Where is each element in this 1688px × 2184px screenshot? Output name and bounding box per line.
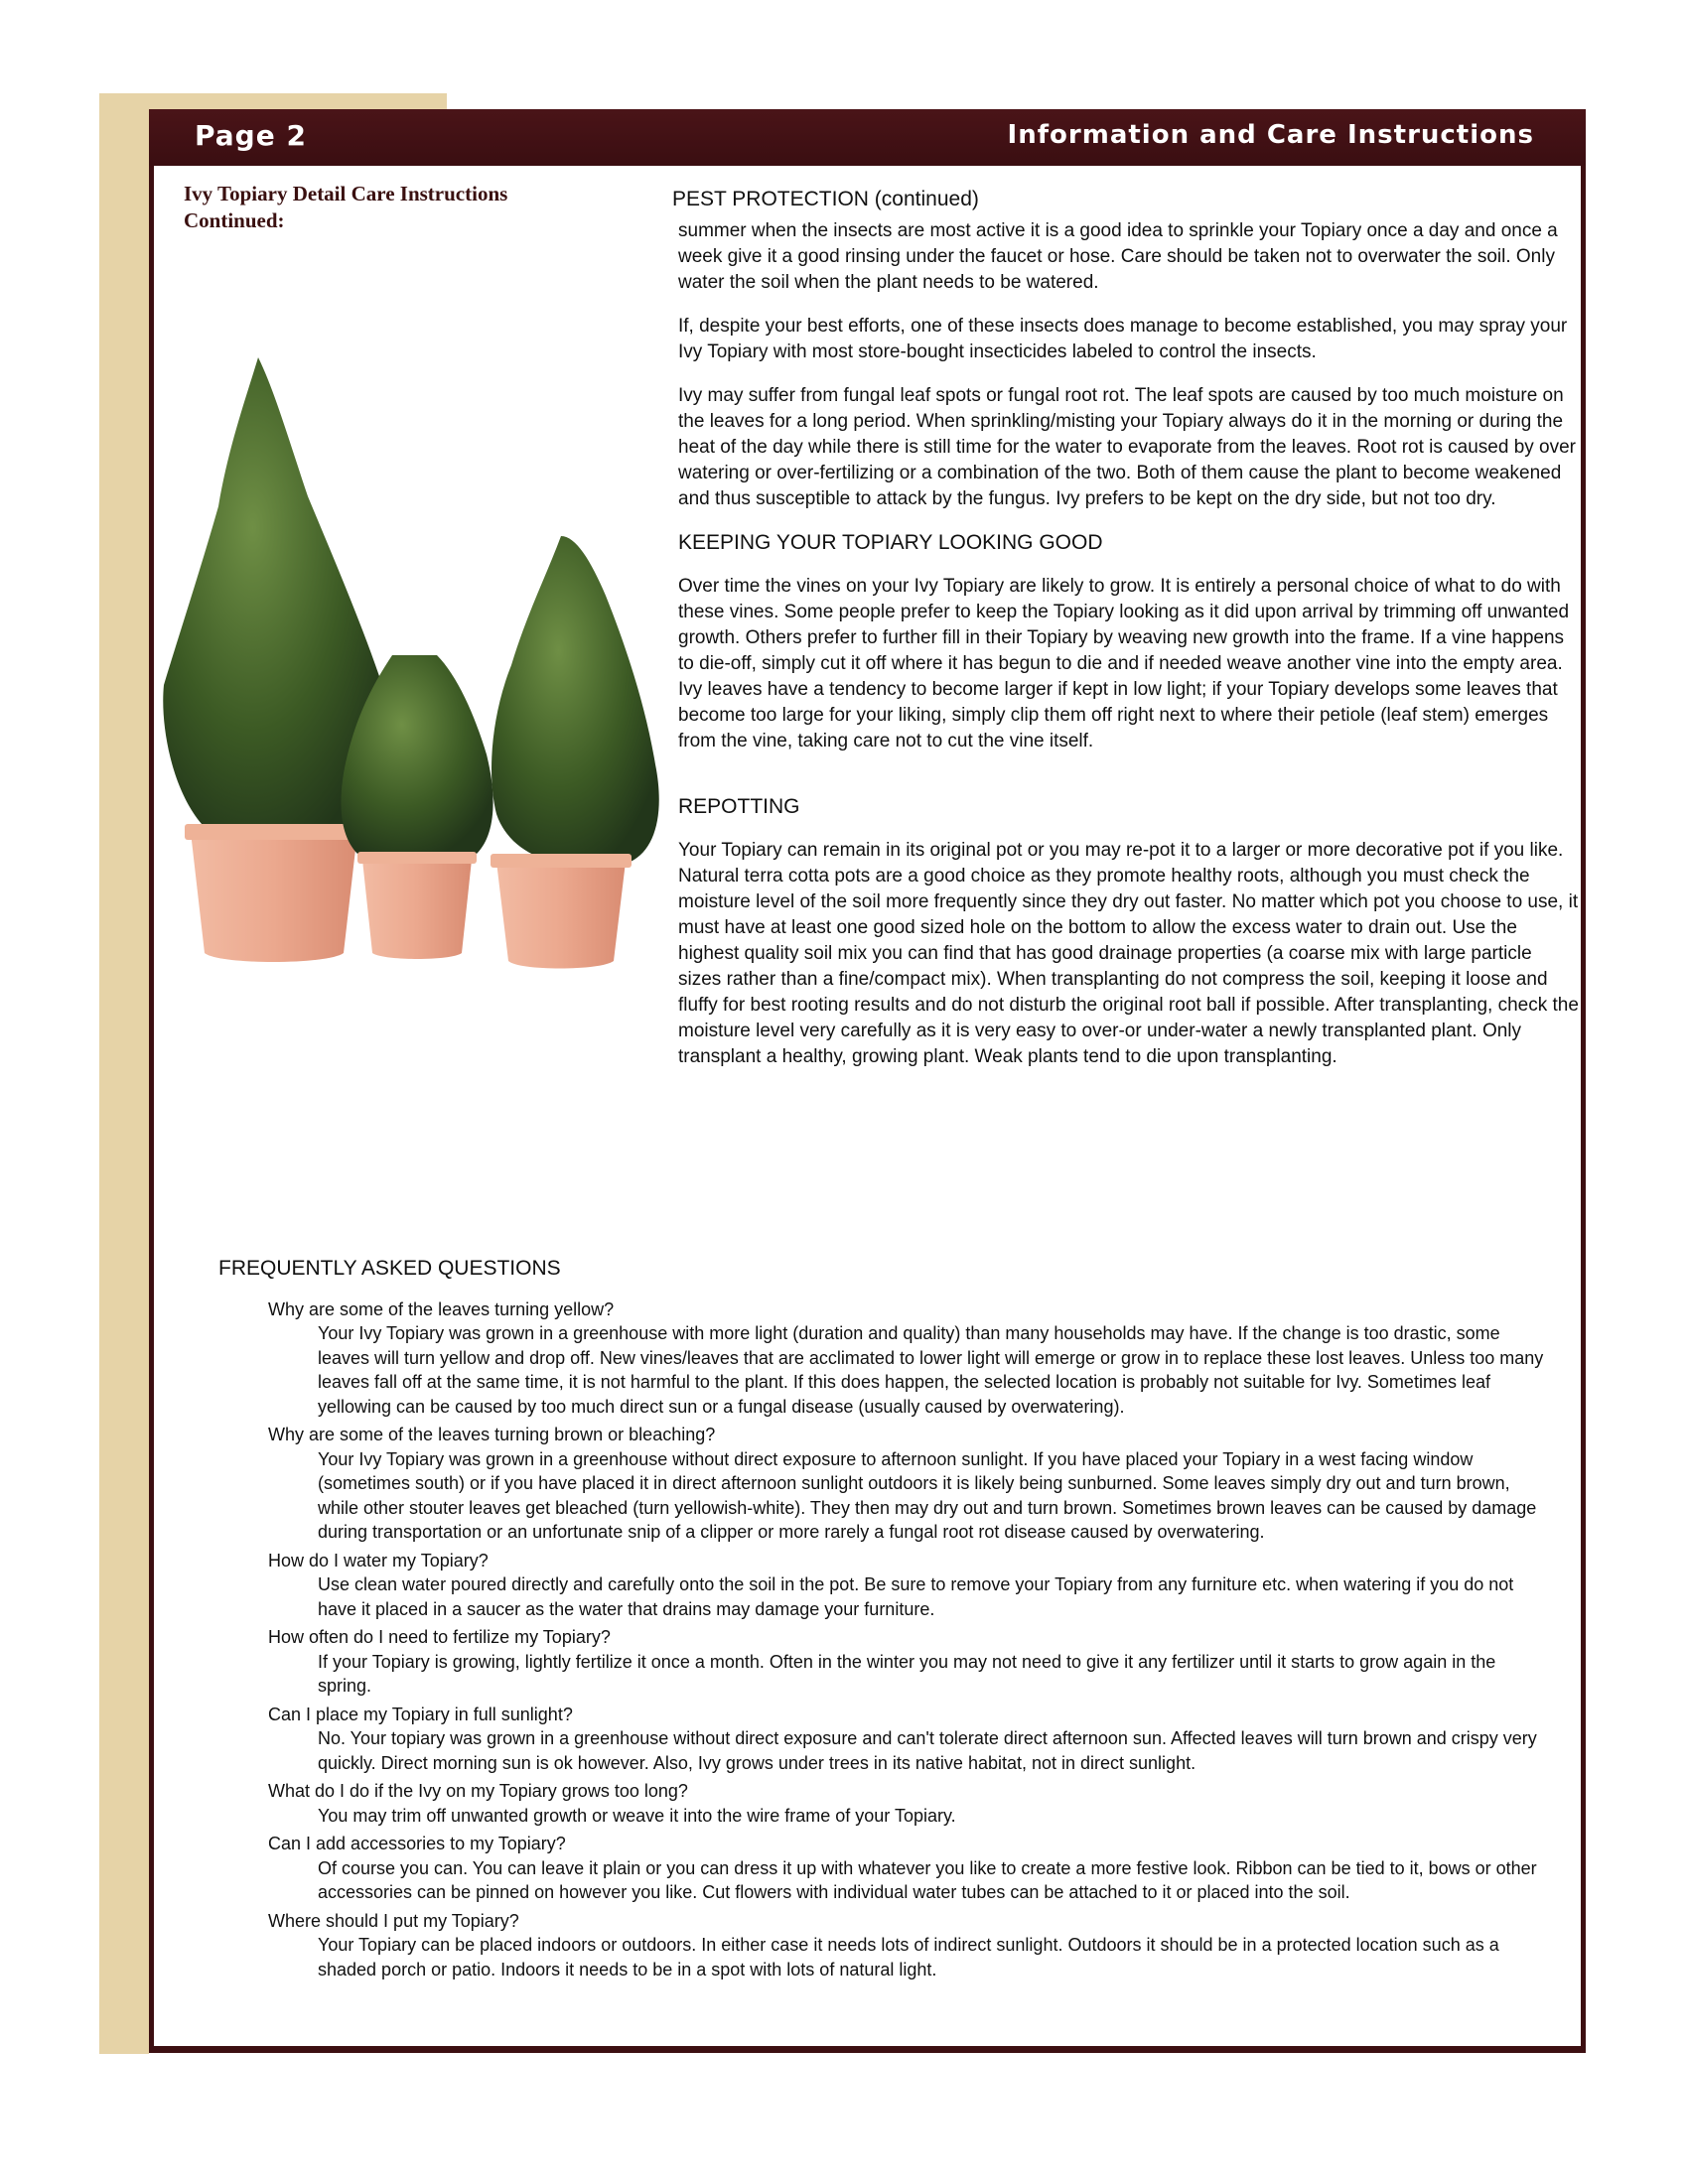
faq-question: Why are some of the leaves turning yellow?	[268, 1298, 615, 1319]
small-topiary-pot	[362, 860, 472, 959]
page-number: Page 2	[195, 119, 307, 152]
keeping-paragraph: Over time the vines on your Ivy Topiary are likely to grow. It is entirely a personal choice of what to do with these vines. Some people prefer to keep the Topiary looking as it did upon arrival by trimming off unwanted growth. Others prefer to further fill in their Topiary by weaving new growth into the frame. If a vine happens to die-off, simply cut it off where it has begun to die and if needed weave another vine into the empty area. Ivy leaves have a tendency to become larger if kept in low light; if your Topiary develops some leaves that become too large for your liking, simply clip them off right next to where their petiole (leaf stem) emerges from the vine, taking care not to cut the vine itself.	[678, 576, 1570, 751]
sidebar-title-line2: Continued:	[184, 208, 285, 232]
faq-question: Why are some of the leaves turning brown or bleaching?	[268, 1425, 716, 1444]
ivy-topiary-image	[159, 357, 665, 973]
faq-answer: You may trim off unwanted growth or weave it into the wire frame of your Topiary.	[318, 1805, 956, 1826]
pest-paragraph-3: Ivy may suffer from fungal leaf spots or fungal root rot. The leaf spots are caused by too much moisture on the leaves for a long period. When sprinkling/misting your Topiary always do it in the morning or during the heat of the day while there is still time for the water to evaporate from the leaves. Root rot is caused by over watering or over-fertilizing or a combination of the two. Both of them cause the plant to become weakened and thus susceptible to attack by the fungus. Ivy prefers to be kept on the dry side, but not too dry.	[678, 385, 1577, 509]
faq-answer: Your Topiary can be placed indoors or outdoors. In either case it needs lots of indirect sunlight. Outdoors it should be in a protected location such as a shaded porch or patio. Indoors it needs to be in a spot with lots of natural light.	[318, 1935, 1499, 1979]
faq-question: Where should I put my Topiary?	[268, 1910, 519, 1931]
sidebar-title-line1: Ivy Topiary Detail Care Instructions	[184, 182, 508, 205]
repotting-paragraph: Your Topiary can remain in its original pot or you may re-pot it to a larger or more decorative pot if you like. Natural terra cotta pots are a good choice as they promote healthy roots, although you must check the moisture level of the soil more frequently since they dry out faster. No matter which pot you choose to use, it must have at least one good sized hole on the bottom to allow the excess water to drain out. Use the highest quality soil mix you can find that has good drainage properties (a coarse mix with large particle sizes rather than a fine/compact mix). When transplanting do not compress the soil, keeping it loose and fluffy for best rooting results and do not disturb the original root ball if possible. After transplanting, check the moisture level very carefully as it is very easy to over-or under-water a newly transplanted plant. Only transplant a healthy, growing plant. Weak plants tend to die upon transplanting.	[678, 840, 1579, 1067]
faq-answer: Use clean water poured directly and carefully onto the soil in the pot. Be sure to remove your Topiary from any furniture etc. when watering if you do not have it placed in a saucer as the water that drains may damage your furniture.	[318, 1574, 1514, 1619]
repotting-heading: REPOTTING	[678, 795, 800, 818]
faq-question: Can I add accessories to my Topiary?	[268, 1834, 566, 1853]
faq-question: What do I do if the Ivy on my Topiary grows too long?	[268, 1781, 688, 1801]
page-header	[149, 109, 1586, 166]
faq-answer: Of course you can. You can leave it plain or you can dress it up with whatever you like to create a more festive look. Ribbon can be tied to it, bows or other accessories can be pinned on however you like. Cut flowers with individual water tubes can be attached to it or placed into the soil.	[318, 1857, 1537, 1902]
faq-answer: Your Ivy Topiary was grown in a greenhouse with more light (duration and quality) than many households may have. If the change is too drastic, some leaves will turn yellow and drop off. New vines/leaves that are acclimated to lower light will emerge or grow in to replace these lost leaves. Unless too many leaves fall off at the same time, it is not harmful to the plant. If this does happen, the selected location is probably not suitable for Ivy. Sometimes leaf yellowing can be caused by too much direct sun or a fungal disease (usually caused by overwatering).	[318, 1323, 1544, 1417]
medium-topiary-pot	[496, 862, 626, 969]
medium-topiary-foliage	[492, 536, 659, 864]
faq-question: Can I place my Topiary in full sunlight?	[268, 1704, 573, 1724]
faq-question: How do I water my Topiary?	[268, 1550, 489, 1570]
keeping-heading: KEEPING YOUR TOPIARY LOOKING GOOD	[678, 531, 1103, 554]
faq-section	[218, 1257, 1549, 1985]
faq-question: How often do I need to fertilize my Topiary?	[268, 1627, 611, 1647]
pest-heading: PEST PROTECTION (continued)	[672, 188, 979, 210]
header-title: Information and Care Instructions	[1007, 120, 1534, 150]
pest-paragraph-2: If, despite your best efforts, one of these insects does manage to become established, you may spray your Ivy Topiary with most store-bought insecticides labeled to control the insects.	[678, 316, 1568, 362]
tall-topiary-pot	[191, 832, 357, 962]
main-column	[672, 187, 1579, 1088]
tan-accent-top	[99, 93, 447, 109]
pest-paragraph-1: summer when the insects are most active it is a good idea to sprinkle your Topiary once a day and once a week give it a good rinsing under the faucet or hose. Care should be taken not to overwater the soil. Only water the soil when the plant needs to be watered.	[678, 220, 1558, 293]
faq-answer: No. Your topiary was grown in a greenhouse without direct exposure and can't tolerate direct afternoon sun. Affected leaves will turn brown and crispy very quickly. Direct morning sun is ok however. Also, Ivy grows under trees in its native habitat, not in direct sunlight.	[318, 1728, 1537, 1773]
sidebar-title	[184, 181, 581, 234]
faq-answer: If your Topiary is growing, lightly fertilize it once a month. Often in the winter you may not need to give it any fertilizer until it starts to grow again in the spring.	[318, 1651, 1496, 1696]
faq-answer: Your Ivy Topiary was grown in a greenhouse without direct exposure to afternoon sunlight. If you have placed your Topiary in a west facing window (sometimes south) or if you have placed it in direct afternoon sunlight outdoors it is likely being sunburned. Some leaves simply dry out and turn brown, while other stouter leaves get bleached (turn yellowish-white). They then may dry out and turn brown. Sometimes brown leaves can be caused by damage during transportation or an unfortunate snip of a clipper or more rarely a fungal root rot disease caused by overwatering.	[318, 1448, 1537, 1542]
faq-heading: FREQUENTLY ASKED QUESTIONS	[218, 1257, 561, 1280]
tan-accent-bar	[99, 93, 149, 2054]
